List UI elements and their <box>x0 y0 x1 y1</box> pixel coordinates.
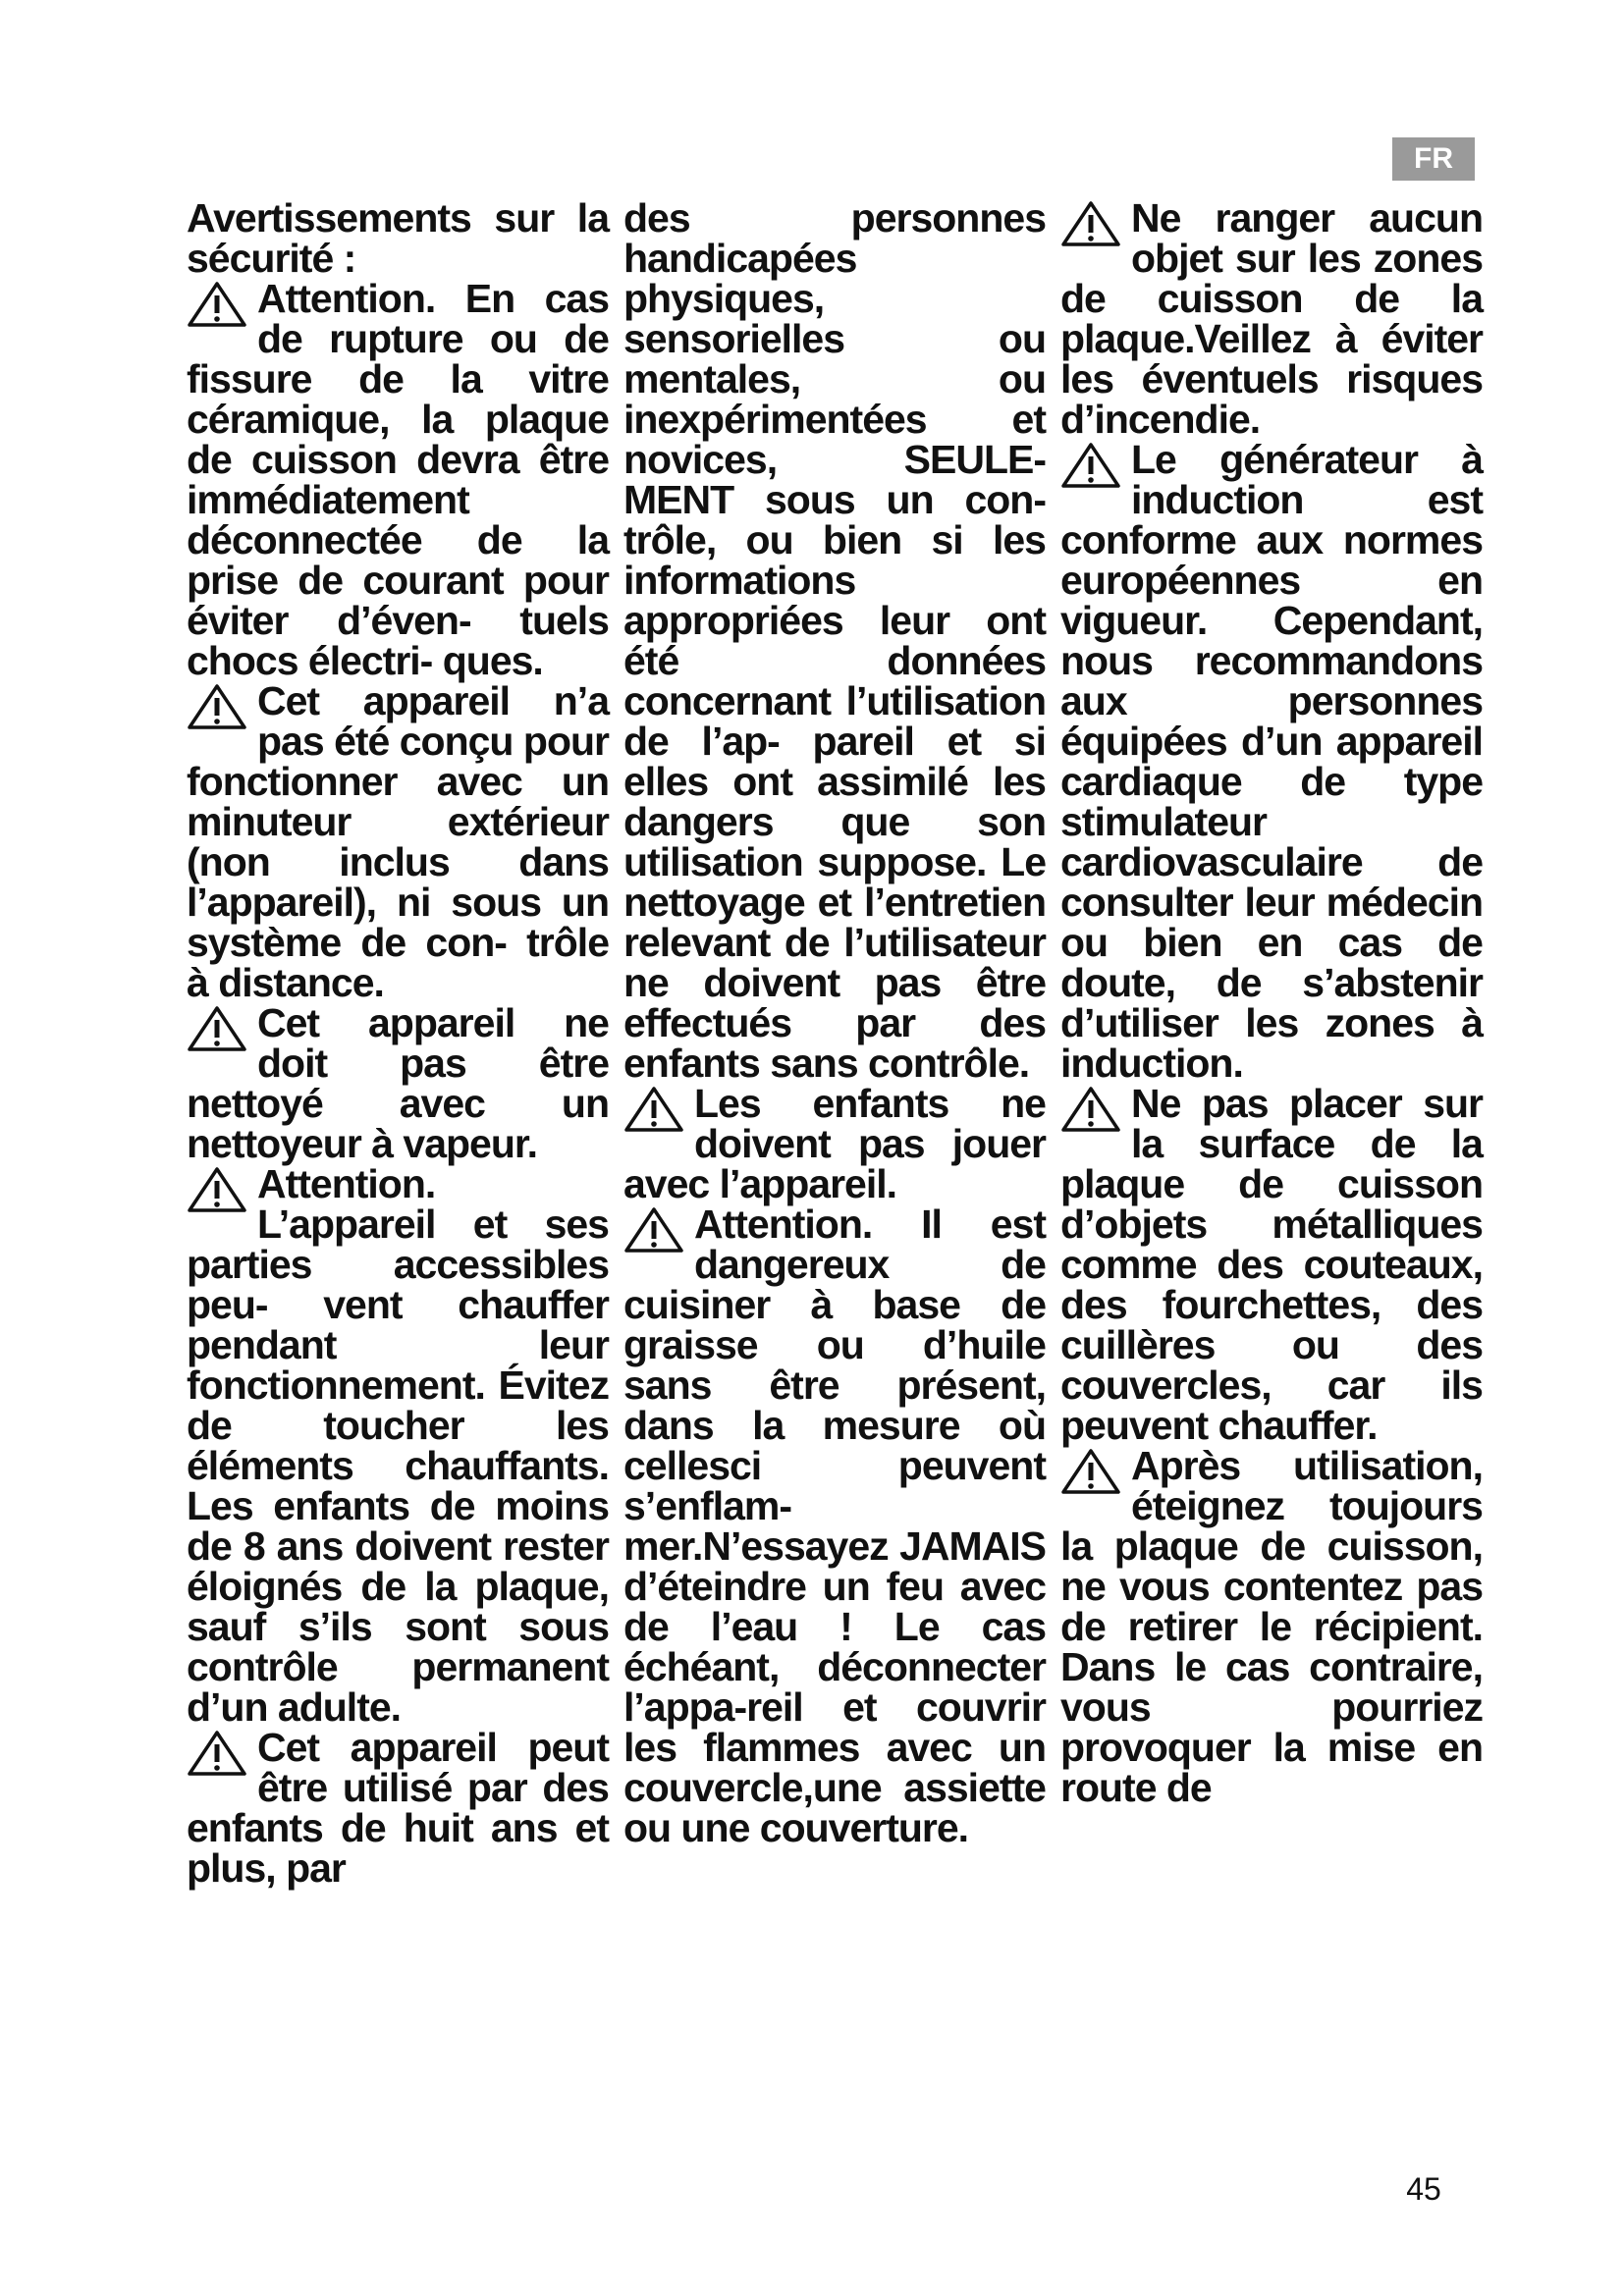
text-column-2 <box>623 195 1046 2122</box>
warning-paragraph <box>1060 1081 1483 1448</box>
warning-paragraph <box>623 1081 1046 1206</box>
text-column-1 <box>187 195 609 2122</box>
paragraph-text: Attention. En cas de rupture ou de fissure de la vitre céramique, la plaque de cuisson devra être immédiatement déconnectée de la prise de courant pour éviter d’éven- tuels chocs électri- ques. <box>187 276 609 683</box>
warning-paragraph <box>187 678 609 1005</box>
warning-paragraph <box>1060 195 1483 442</box>
text-column-3 <box>1060 195 1483 2122</box>
paragraph-text: Attention. L’appareil et ses parties accessibles peu- vent chauffer pendant leur fonctionnement. Évitez de toucher les éléments chauffants. Les enfants de moins de 8 ans doivent rester éloignés de la plaque, sauf s’ils sont sous contrôle permanent d’un adulte. <box>187 1161 609 1730</box>
paragraph-text: Cet appareil peut être utilisé par des enfants de huit ans et plus, par <box>187 1725 609 1891</box>
warning-triangle-icon <box>623 1086 684 1133</box>
warning-triangle-icon <box>1060 442 1121 489</box>
paragraph <box>623 195 1046 1086</box>
warning-paragraph <box>623 1201 1046 1850</box>
text-columns <box>187 195 1483 2122</box>
paragraph-text: Attention. Il est dangereux de cuisiner à base de graisse ou d’huile sans être présent, dans la mesure où cellesci peuvent s’enflam- mer.N’essayez JAMAIS d’éteindre un feu avec de l’eau ! Le cas échéant, déconnecter l’appa-reil et couvrir les flammes avec un couvercle,une assiette ou une couverture. <box>623 1201 1046 1850</box>
paragraph-text: Ne pas placer sur la surface de la plaque de cuisson d’objets métalliques comme des couteaux, des fourchettes, des cuillères ou des couvercles, car ils peuvent chauffer. <box>1060 1081 1483 1448</box>
paragraph-text: Cet appareil ne doit pas être nettoyé avec un nettoyeur à vapeur. <box>187 1000 609 1166</box>
paragraph-text: Ne ranger aucun objet sur les zones de cuisson de la plaque.Veillez à éviter les éventuels risques d’incendie. <box>1060 195 1483 442</box>
warning-triangle-icon <box>1060 200 1121 247</box>
language-badge: FR <box>1392 137 1475 181</box>
warning-triangle-icon <box>187 281 247 328</box>
warning-paragraph <box>1060 1443 1483 1810</box>
paragraph-text: Le générateur à induction est conforme aux normes européennes en vigueur. Cependant, nous recommandons aux personnes équipées d’un appareil cardiaque de type stimulateur cardiovasculaire de consulter leur médecin ou bien en cas de doute, de s’abstenir d’utiliser les zones à induction. <box>1060 437 1483 1086</box>
warning-paragraph <box>187 1725 609 1891</box>
warning-paragraph <box>187 1000 609 1166</box>
warning-triangle-icon <box>187 1730 247 1777</box>
warning-paragraph <box>1060 437 1483 1086</box>
paragraph-text: des personnes handicapées physiques, sensorielles ou mentales, ou inexpérimentées et novices, SEULE- MENT sous un con- trôle, ou bien si les informations appropriées leur ont été données concernant l’utilisation de l’ap- pareil et si elles ont assimilé les dangers que son utilisation suppose. Le nettoyage et l’entretien relevant de l’utilisateur ne doivent pas être effectués par des enfants sans contrôle. <box>623 195 1046 1086</box>
warning-triangle-icon <box>187 683 247 730</box>
paragraph <box>187 195 609 281</box>
page-number: 45 <box>1406 2171 1441 2207</box>
warning-triangle-icon <box>187 1005 247 1052</box>
paragraph-text: Les enfants ne doivent pas jouer avec l’appareil. <box>623 1081 1046 1206</box>
warning-triangle-icon <box>1060 1086 1121 1133</box>
warning-paragraph <box>187 276 609 683</box>
warning-triangle-icon <box>187 1166 247 1213</box>
paragraph-text: Cet appareil n’a pas été conçu pour fonctionner avec un minuteur extérieur (non inclus dans l’appareil), ni sous un système de con- trôle à distance. <box>187 678 609 1005</box>
warning-paragraph <box>187 1161 609 1730</box>
warning-triangle-icon <box>1060 1448 1121 1495</box>
warning-triangle-icon <box>623 1206 684 1254</box>
paragraph-text: Avertissements sur la sécurité : <box>187 195 609 281</box>
paragraph-text: Après utilisation, éteignez toujours la plaque de cuisson, ne vous contentez pas de retirer le récipient. Dans le cas contraire, vous pourriez provoquer la mise en route de <box>1060 1443 1483 1810</box>
